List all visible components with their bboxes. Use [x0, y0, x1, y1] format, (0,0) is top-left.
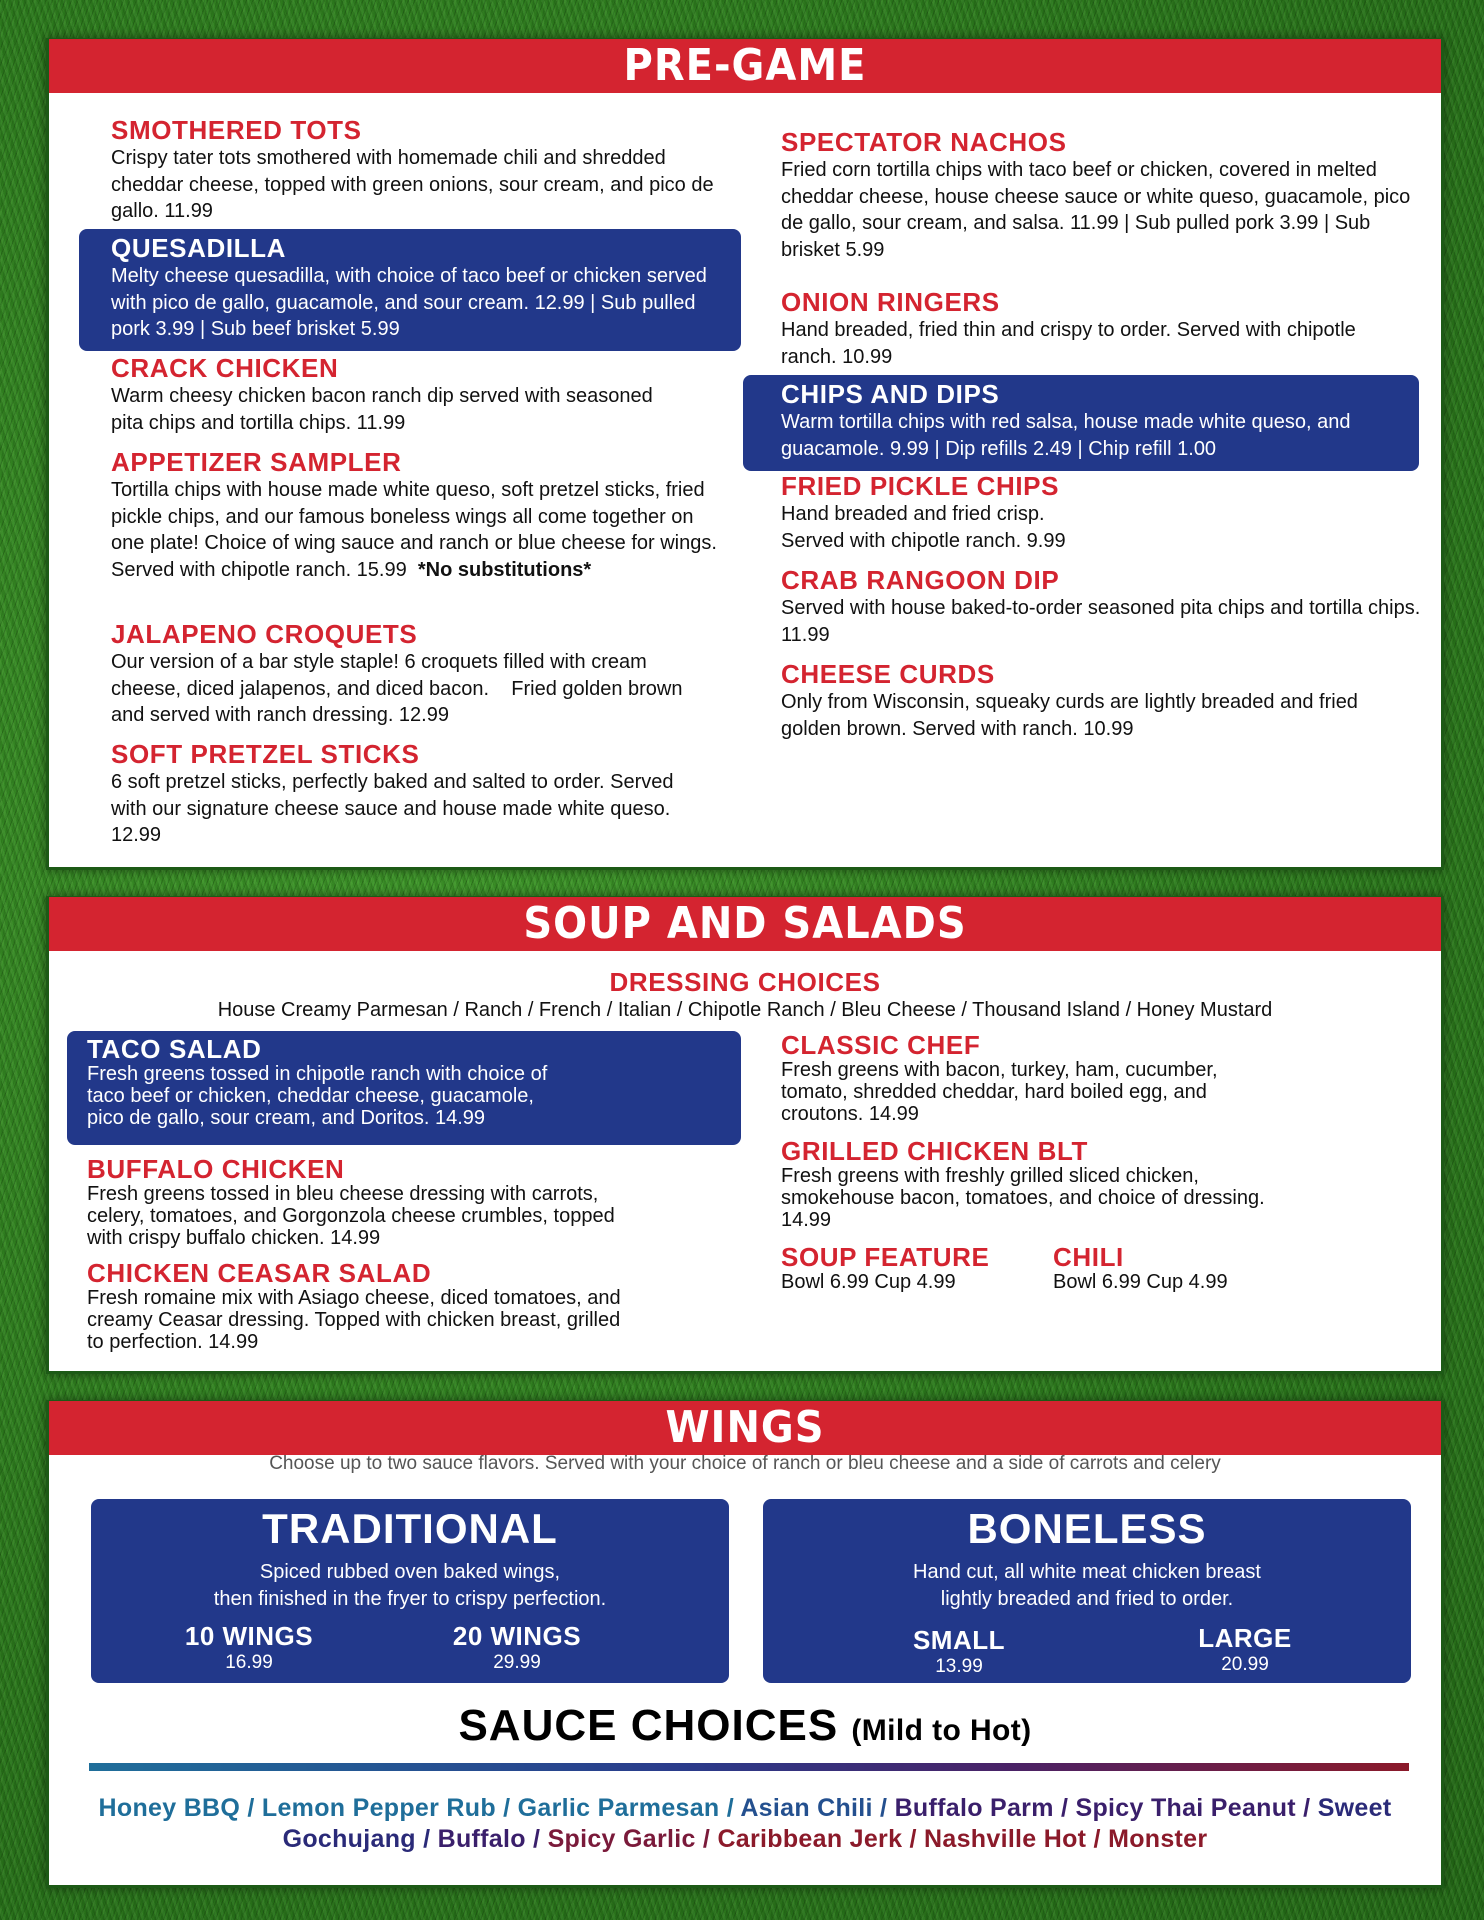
sauce-separator: / — [415, 1825, 438, 1853]
item-desc-line: croutons. 14.99 — [781, 1103, 919, 1125]
item-desc-line: Fresh greens tossed in chipotle ranch with choice of — [87, 1063, 548, 1085]
item-desc-line: taco beef or chicken, cheddar cheese, guacamole, — [87, 1085, 534, 1107]
sauce-item: Monster — [1108, 1825, 1208, 1853]
item-desc-line: creamy Ceasar dressing. Topped with chicken breast, grilled — [87, 1309, 621, 1331]
item-desc-line: with crispy buffalo chicken. 14.99 — [87, 1227, 381, 1249]
item-title: SPECTATOR NACHOS — [781, 127, 1067, 157]
size-label: 20 WINGS — [452, 1621, 582, 1651]
wing-desc-line: Hand cut, all white meat chicken breast — [913, 1561, 1261, 1583]
wings-subtitle: Choose up to two sauce flavors. Served with your choice of ranch or bleu cheese and a side of carrots and celery — [269, 1453, 1221, 1474]
menu-item-soft-pretzel-sticks — [111, 739, 711, 849]
sauce-separator: / — [240, 1794, 262, 1822]
heat-gradient-bar — [89, 1763, 1409, 1771]
wing-desc-line: then finished in the fryer to crispy perfection. — [213, 1588, 607, 1610]
sauce-item: Honey BBQ — [98, 1794, 241, 1822]
menu-item-cheese-curds — [781, 659, 1421, 742]
item-title: CHEESE CURDS — [781, 659, 995, 689]
menu-item-appetizer-sampler — [111, 447, 721, 583]
menu-item-crack-chicken — [111, 353, 671, 436]
item-title: FRIED PICKLE CHIPS — [781, 471, 1060, 501]
boneless-wings-box — [763, 1499, 1411, 1683]
item-desc-line: smokehouse bacon, tomatoes, and choice of dressing. — [781, 1187, 1265, 1209]
sauce-separator: / — [872, 1794, 895, 1822]
size-small — [859, 1625, 1059, 1678]
item-desc: Served with house baked-to-order seasoned pita chips and tortilla chips. 11.99 — [781, 597, 1421, 646]
item-desc: Our version of a bar style staple! 6 croquets filled with cream cheese, diced jalapenos, and diced bacon. Fried golden brown and served with ranch dressing. 12.99 — [111, 651, 689, 726]
sauce-separator: / — [719, 1794, 741, 1822]
item-desc-line: Served with chipotle ranch. 9.99 — [781, 529, 1066, 552]
sauce-choices-title — [49, 1701, 1441, 1751]
item-title: CLASSIC CHEF — [781, 1030, 981, 1060]
size-20-wings — [417, 1621, 617, 1674]
sauce-separator: / — [1295, 1794, 1318, 1822]
item-desc: Fried corn tortilla chips with taco beef or chicken, covered in melted cheddar cheese, house cheese sauce or white queso, guacamole, pico de gallo, sour cream, and salsa. 11.99 | Sub pulled pork 3.99 | Sub brisket 5.99 — [781, 159, 1411, 261]
wings-panel — [46, 1400, 1444, 1888]
item-desc-line: Fresh greens tossed in bleu cheese dressing with carrots, — [87, 1183, 599, 1205]
menu-item-grilled-chicken-blt — [781, 1137, 1401, 1231]
item-desc: Warm cheesy chicken bacon ranch dip served with seasoned pita chips and tortilla chips. 11.99 — [111, 385, 653, 434]
sauce-item: Buffalo — [437, 1825, 526, 1853]
sauce-item: Sweet Gochujang — [282, 1794, 1392, 1853]
wing-type-title: TRADITIONAL — [262, 1505, 558, 1552]
size-label: 10 WINGS — [184, 1621, 314, 1651]
item-desc: Melty cheese quesadilla, with choice of taco beef or chicken served with pico de gallo, guacamole, and sour cream. 12.99 | Sub pulled pork 3.99 | Sub beef brisket 5.99 — [111, 265, 707, 340]
item-desc-line: Fresh greens with freshly grilled sliced chicken, — [781, 1165, 1199, 1187]
sauce-choices-subtitle: (Mild to Hot) — [851, 1714, 1032, 1747]
sauce-choices-label: SAUCE CHOICES — [458, 1701, 839, 1750]
menu-item-buffalo-chicken — [87, 1155, 747, 1249]
item-desc-text: Tortilla chips with house made white queso, soft pretzel sticks, fried pickle chips, and our famous boneless wings all come together on one plate! Choice of wing sauce and ranch or blue cheese for wings. Served with chipotle ranch. 15.99 — [111, 479, 717, 581]
pregame-panel — [46, 38, 1444, 870]
size-price: 20.99 — [1221, 1654, 1269, 1675]
sauce-separator: / — [902, 1825, 925, 1853]
item-title: CRACK CHICKEN — [111, 353, 339, 383]
item-desc-line: Fresh romaine mix with Asiago cheese, diced tomatoes, and — [87, 1287, 621, 1309]
item-title: CRAB RANGOON DIP — [781, 565, 1060, 595]
item-title: SMOTHERED TOTS — [111, 115, 362, 145]
menu-item-crab-rangoon-dip — [781, 565, 1421, 648]
size-large — [1145, 1623, 1345, 1676]
sauce-list — [49, 1793, 1441, 1855]
menu-item-onion-ringers — [781, 287, 1381, 370]
menu-item-soup-feature — [781, 1243, 1041, 1293]
item-desc-line: to perfection. 14.99 — [87, 1331, 259, 1353]
sauce-item: Buffalo Parm — [894, 1794, 1054, 1822]
sauce-item: Spicy Garlic — [547, 1825, 696, 1853]
item-desc-line: Fresh greens with bacon, turkey, ham, cucumber, — [781, 1059, 1218, 1081]
sauce-item: Lemon Pepper Rub — [261, 1794, 496, 1822]
size-10-wings — [149, 1621, 349, 1674]
traditional-wings-box — [91, 1499, 729, 1683]
sauce-item: Caribbean Jerk — [717, 1825, 903, 1853]
wing-type-title: BONELESS — [967, 1505, 1207, 1552]
menu-item-taco-salad — [87, 1035, 707, 1129]
item-title: ONION RINGERS — [781, 287, 1000, 317]
item-desc: Hand breaded, fried thin and crispy to order. Served with chipotle ranch. 10.99 — [781, 319, 1356, 368]
item-desc: 6 soft pretzel sticks, perfectly baked and salted to order. Served with our signature cheese sauce and house made white queso. 12.99 — [111, 771, 682, 846]
sauce-separator: / — [695, 1825, 718, 1853]
menu-item-smothered-tots — [111, 115, 731, 225]
dressing-choices-title: DRESSING CHOICES — [609, 967, 881, 997]
item-desc-line: 14.99 — [781, 1209, 832, 1231]
menu-item-spectator-nachos — [781, 127, 1421, 263]
soups-panel — [46, 896, 1444, 1374]
sauce-separator: / — [1086, 1825, 1109, 1853]
wings-banner: WINGS — [49, 1401, 1441, 1455]
item-title: BUFFALO CHICKEN — [87, 1154, 345, 1184]
item-title: CHILI — [1053, 1242, 1124, 1272]
menu-item-quesadilla — [111, 233, 721, 343]
item-desc-line: celery, tomatoes, and Gorgonzola cheese crumbles, topped — [87, 1205, 615, 1227]
sauce-item: Garlic Parmesan — [517, 1794, 720, 1822]
item-title: GRILLED CHICKEN BLT — [781, 1136, 1089, 1166]
item-desc: Crispy tater tots smothered with homemade chili and shredded cheddar cheese, topped with green onions, sour cream, and pico de gallo. 11.99 — [111, 147, 714, 222]
item-desc: Warm tortilla chips with red salsa, house made white queso, and guacamole. 9.99 | Dip refills 2.49 | Chip refill 1.00 — [781, 411, 1351, 460]
dressing-choices-list: House Creamy Parmesan / Ranch / French / Italian / Chipotle Ranch / Bleu Cheese / Thousand Island / Honey Mustard — [217, 999, 1273, 1021]
menu-item-classic-chef — [781, 1031, 1401, 1125]
size-price: 13.99 — [935, 1656, 983, 1677]
no-substitutions-note: *No substitutions* — [417, 558, 592, 581]
sauce-item: Nashville Hot — [924, 1825, 1087, 1853]
menu-item-fried-pickle-chips — [781, 471, 1381, 554]
wing-desc-line: lightly breaded and fried to order. — [940, 1588, 1234, 1610]
item-desc: Only from Wisconsin, squeaky curds are lightly breaded and fried golden brown. Served with ranch. 10.99 — [781, 691, 1358, 740]
sauce-separator: / — [525, 1825, 548, 1853]
size-price: 16.99 — [225, 1652, 273, 1673]
soups-banner: SOUP AND SALADS — [49, 897, 1441, 951]
item-desc-line: pico de gallo, sour cream, and Doritos. 14.99 — [87, 1107, 485, 1129]
item-desc — [111, 477, 721, 583]
menu-item-chili — [1053, 1243, 1313, 1293]
item-title: SOUP FEATURE — [781, 1242, 990, 1272]
item-desc: Bowl 6.99 Cup 4.99 — [1053, 1271, 1228, 1293]
menu-item-chips-and-dips — [781, 379, 1413, 462]
sauce-item: Asian Chili — [740, 1794, 873, 1822]
pregame-banner: PRE-GAME — [49, 39, 1441, 93]
item-title: APPETIZER SAMPLER — [111, 447, 402, 477]
item-desc: Bowl 6.99 Cup 4.99 — [781, 1271, 956, 1293]
sauce-separator: / — [1053, 1794, 1076, 1822]
item-desc-line: Hand breaded and fried crisp. — [781, 503, 1045, 525]
size-label: LARGE — [1198, 1623, 1292, 1653]
wing-desc-line: Spiced rubbed oven baked wings, — [259, 1561, 561, 1583]
item-title: CHIPS AND DIPS — [781, 379, 1000, 409]
sauce-separator: / — [495, 1794, 518, 1822]
sauce-item: Spicy Thai Peanut — [1075, 1794, 1296, 1822]
menu-item-chicken-ceasar-salad — [87, 1259, 747, 1353]
item-title: SOFT PRETZEL STICKS — [111, 739, 420, 769]
item-title: CHICKEN CEASAR SALAD — [87, 1258, 432, 1288]
item-title: QUESADILLA — [111, 233, 286, 263]
size-label: SMALL — [912, 1625, 1006, 1655]
item-title: TACO SALAD — [87, 1034, 262, 1064]
item-desc-line: tomato, shredded cheddar, hard boiled egg, and — [781, 1081, 1207, 1103]
menu-item-jalapeno-croquets — [111, 619, 711, 729]
item-title: JALAPENO CROQUETS — [111, 619, 418, 649]
size-price: 29.99 — [493, 1652, 541, 1673]
